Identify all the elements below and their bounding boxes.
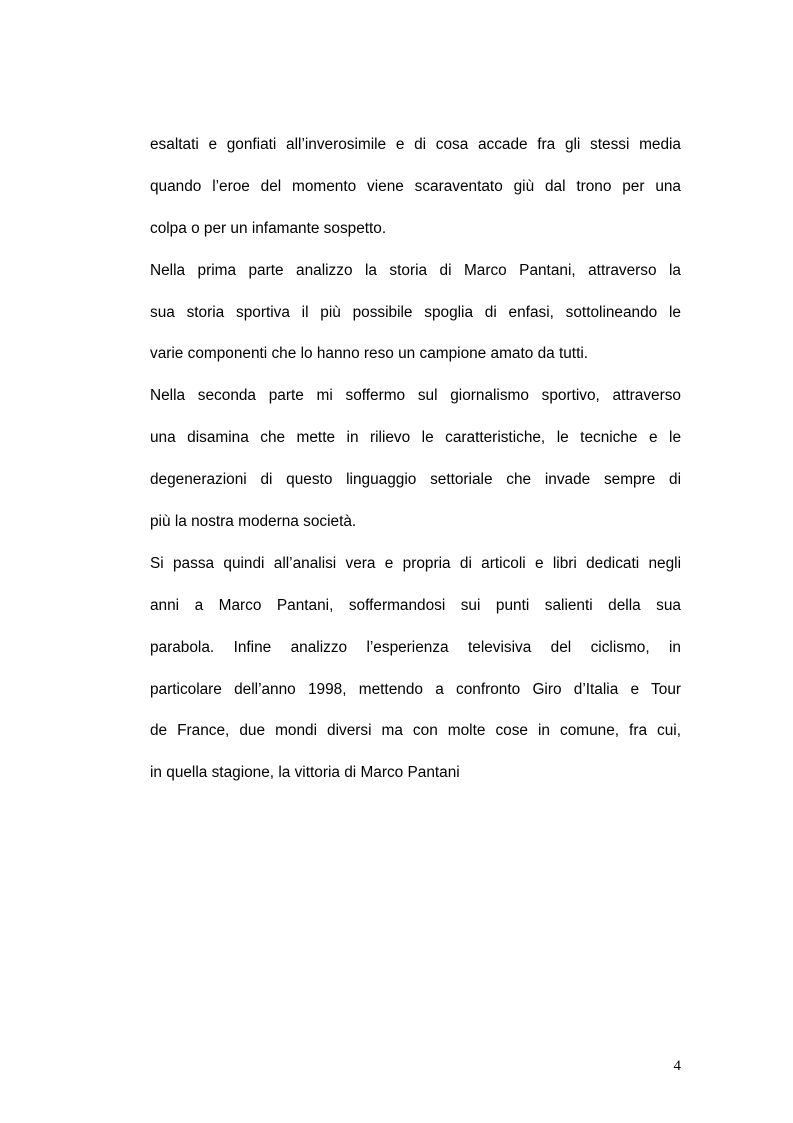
text-line: anni a Marco Pantani, soffermandosi sui punti salienti della sua bbox=[150, 596, 681, 614]
page-number: 4 bbox=[673, 1058, 681, 1074]
text-line: una disamina che mette in rilievo le caratteristiche, le tecniche e le bbox=[150, 429, 681, 447]
text-line: varie componenti che lo hanno reso un campione amato da tutti. bbox=[150, 345, 589, 363]
body-text bbox=[150, 124, 681, 794]
text-line: sua storia sportiva il più possibile spoglia di enfasi, sottolineando le bbox=[150, 303, 681, 321]
text-line: parabola. Infine analizzo l’esperienza televisiva del ciclismo, in bbox=[150, 638, 681, 656]
text-line: Nella seconda parte mi soffermo sul giornalismo sportivo, attraverso bbox=[150, 387, 681, 405]
text-line: più la nostra moderna società. bbox=[150, 513, 357, 531]
text-line: in quella stagione, la vittoria di Marco Pantani bbox=[150, 764, 460, 782]
text-line: de France, due mondi diversi ma con molte cose in comune, fra cui, bbox=[150, 722, 681, 740]
text-line: Nella prima parte analizzo la storia di Marco Pantani, attraverso la bbox=[150, 261, 681, 279]
text-line: particolare dell’anno 1998, mettendo a confronto Giro d’Italia e Tour bbox=[150, 680, 681, 698]
text-line: degenerazioni di questo linguaggio settoriale che invade sempre di bbox=[150, 471, 681, 489]
text-line: quando l’eroe del momento viene scaraventato giù dal trono per una bbox=[150, 177, 681, 195]
text-line: esaltati e gonfiati all’inverosimile e di cosa accade fra gli stessi media bbox=[150, 136, 681, 153]
text-line: Si passa quindi all’analisi vera e propria di articoli e libri dedicati negli bbox=[150, 554, 681, 572]
text-line: colpa o per un infamante sospetto. bbox=[150, 219, 387, 237]
